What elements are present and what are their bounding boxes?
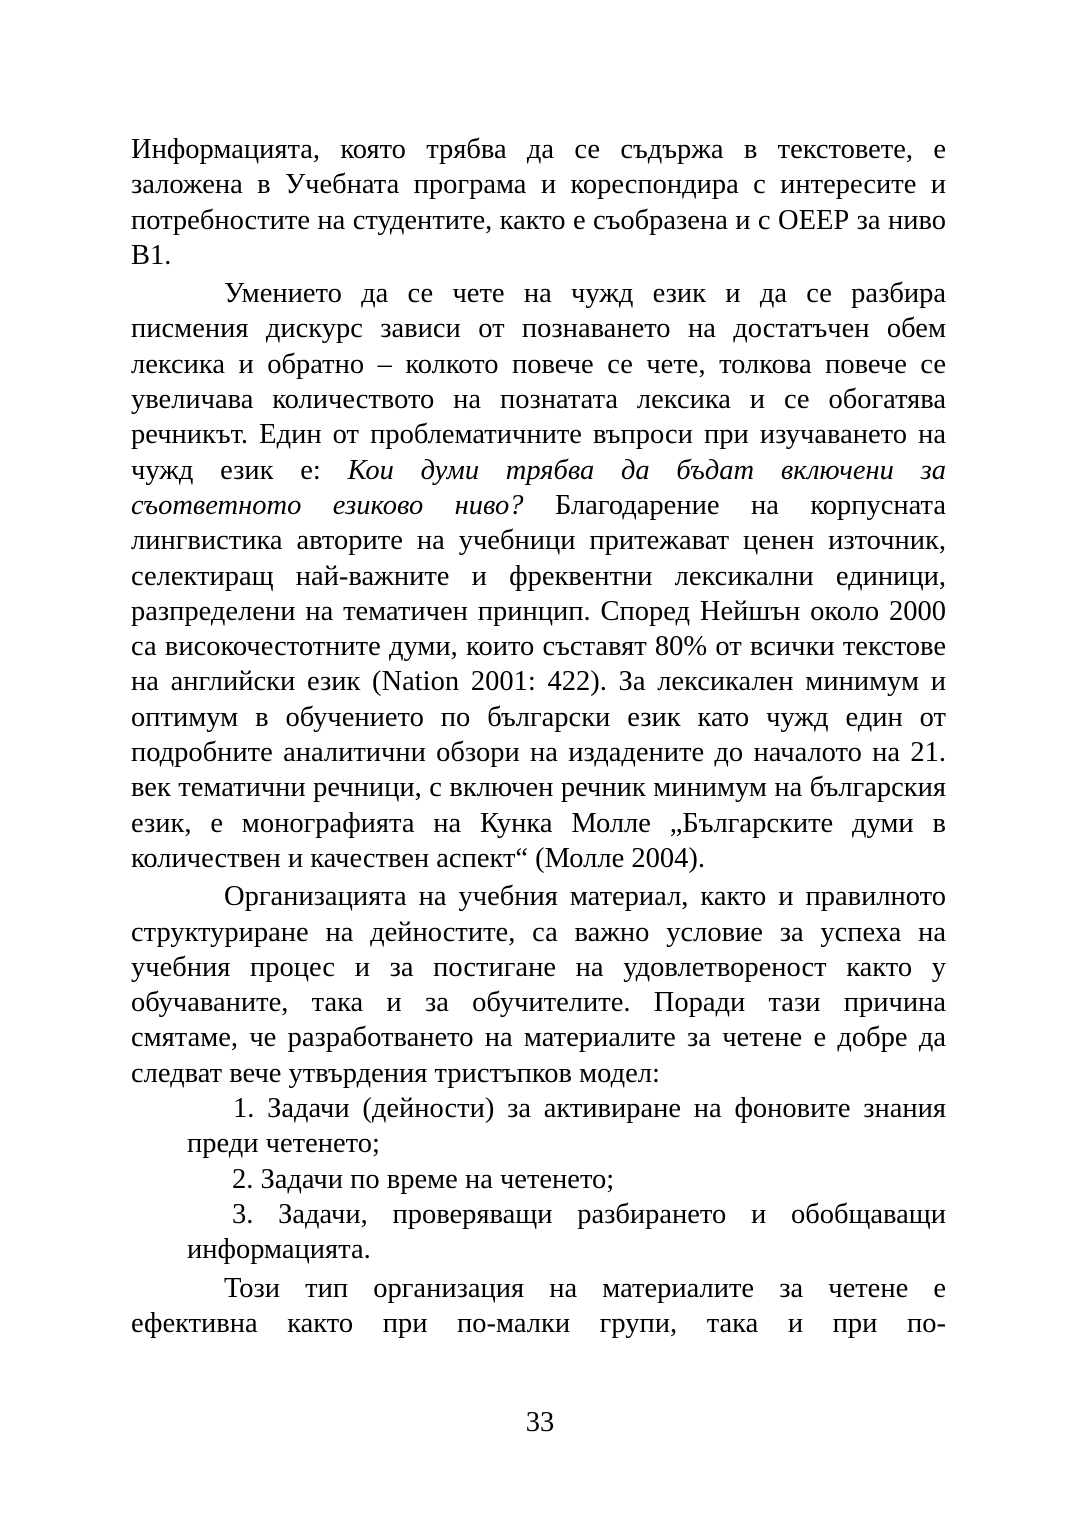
paragraph-3: Организацията на учебния материал, както и правилното структуриране на дейностите, са важно условие за успеха на учебния процес и за постигане на удовлетвореност както у обучаваните, така и за обучителите. Поради тази причина смятаме, че разработването на материалите за четене е добре да следват вече утвърдения тристъпков модел: bbox=[131, 881, 946, 1089]
page-body bbox=[131, 132, 946, 1341]
paragraph-2 bbox=[131, 276, 946, 876]
list-item: 3. Задачи, проверяващи разбирането и обобщаващи информацията. bbox=[187, 1198, 946, 1266]
paragraph-4: Този тип организация на материалите за четене е ефективна както при по-малки групи, така и при по- bbox=[131, 1272, 946, 1339]
paragraph-2-rest: Благодарение на корпусната лингвистика авторите на учебници притежават ценен източник, селектиращ най-важните и фреквентни лексикални единици, разпределени на тематичен принцип. Според Нейшън около 2000 са високочестотните думи, които съставят 80% от всички текстове на английски език (Nation 2001: 422). За лексикален минимум и оптимум в обучението по български език като чужд един от подробните аналитични обзори на издадените до началото на 21. век тематични речници, с включен речник минимум на българския език, е монографията на Кунка Молле „Българските думи в количествен и качествен аспект“ (Молле 2004). bbox=[131, 489, 946, 874]
list-item: 1. Задачи (дейности) за активиране на фоновите знания преди четенето; bbox=[187, 1093, 946, 1160]
numbered-list bbox=[131, 1091, 946, 1267]
paragraph-2-italic-question: Кои думи трябва да бъдат включени за съответното езиково ниво? bbox=[131, 454, 946, 521]
paragraph-2-intro: Умението да се чете на чужд език и да се разбира писмения дискурс зависи от познаването на достатъчен обем лексика и обратно – колкото повече се чете, толкова повече се увеличава количеството на познатата лексика и се обогатява речникът. Един от проблематичните въпроси при изучаването на чужд език е: bbox=[131, 278, 946, 486]
page-number: 33 bbox=[525, 1407, 555, 1438]
list-item: 2. Задачи по време на четенето; bbox=[232, 1163, 615, 1195]
paragraph-1: Информацията, която трябва да се съдържа в текстовете, е заложена в Учебната програма и кореспондира с интересите и потребностите на студентите, както е съобразена и с ОЕЕР за ниво В1. bbox=[131, 134, 946, 271]
